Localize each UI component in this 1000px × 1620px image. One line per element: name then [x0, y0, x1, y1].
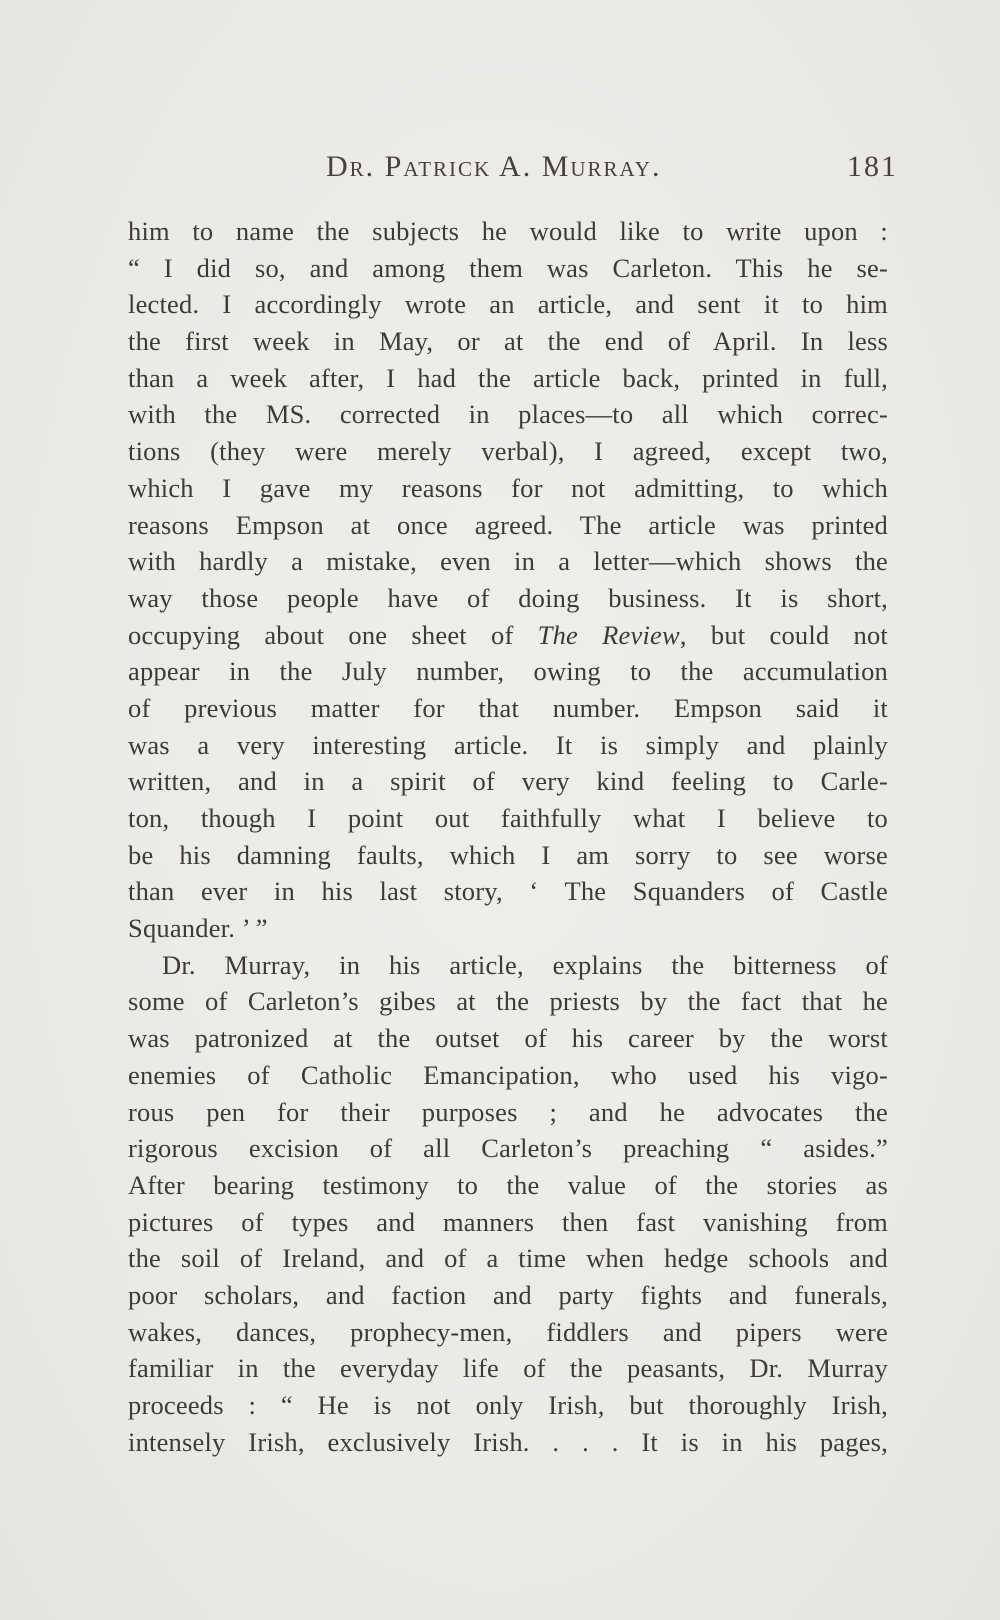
- text-line: After bearing testimony to the value of the stories as: [128, 1169, 888, 1200]
- text-line: was patronized at the outset of his career by the worst: [128, 1023, 888, 1054]
- text-line: ton, though I point out faithfully what I believe to: [128, 803, 888, 833]
- text-line: of previous matter for that number. Empson said it: [128, 692, 888, 723]
- text-line: rigorous excision of all Carleton’s preaching “ asides.”: [128, 1133, 888, 1164]
- text-line: appear in the July number, owing to the accumulation: [128, 656, 888, 687]
- text-line: Squander. ’ ”: [128, 913, 268, 944]
- running-head: [130, 150, 900, 190]
- page-number: 181: [847, 150, 898, 183]
- text-line: rous pen for their purposes ; and he advocates the: [128, 1096, 888, 1127]
- text-line: pictures of types and manners then fast vanishing from: [128, 1206, 888, 1237]
- body-text: [128, 213, 888, 1460]
- text-line: was a very interesting article. It is simply and plainly: [128, 729, 888, 760]
- text-line: be his damning faults, which I am sorry to see worse: [128, 839, 888, 870]
- text-line: than ever in his last story, ‘ The Squanders of Castle: [128, 876, 888, 907]
- text-line: with the MS. corrected in places—to all which correc-: [128, 399, 888, 430]
- text-line: which I gave my reasons for not admitting, to which: [128, 472, 888, 503]
- text-line: intensely Irish, exclusively Irish. . . . It is in his pages,: [128, 1426, 888, 1457]
- text-line: the first week in May, or at the end of April. In less: [128, 326, 888, 357]
- text-line: than a week after, I had the article back, printed in full,: [128, 362, 888, 393]
- text-line: poor scholars, and faction and party fights and funerals,: [128, 1279, 888, 1310]
- text-line: some of Carleton’s gibes at the priests by the fact that he: [128, 986, 888, 1017]
- text-line: the soil of Ireland, and of a time when hedge schools and: [128, 1243, 888, 1274]
- text-segment: occupying about one sheet of: [128, 619, 538, 650]
- text-segment: , but could not: [679, 619, 888, 650]
- text-line: “ I did so, and among them was Carleton. This he se-: [128, 252, 888, 283]
- text-line: wakes, dances, prophecy-men, fiddlers and pipers were: [128, 1316, 888, 1347]
- text-line: him to name the subjects he would like to write upon :: [128, 216, 888, 246]
- text-line: with hardly a mistake, even in a letter—which shows the: [128, 546, 888, 577]
- text-line: [128, 617, 888, 654]
- text-line: Dr. Murray, in his article, explains the bitterness of: [162, 949, 888, 980]
- text-line: familiar in the everyday life of the peasants, Dr. Murray: [128, 1353, 888, 1384]
- text-line: tions (they were merely verbal), I agreed, except two,: [128, 436, 888, 467]
- text-line: written, and in a spirit of very kind feeling to Carle-: [128, 766, 888, 797]
- text-line: enemies of Catholic Emancipation, who used his vigo-: [128, 1059, 888, 1090]
- text-line: reasons Empson at once agreed. The article was printed: [128, 509, 888, 540]
- running-head-title: Dr. Patrick A. Murray.: [326, 150, 662, 183]
- text-line: proceeds : “ He is not only Irish, but thoroughly Irish,: [128, 1390, 888, 1420]
- publication-title: The Review: [537, 619, 680, 650]
- text-line: way those people have of doing business. It is short,: [128, 582, 888, 613]
- text-line: lected. I accordingly wrote an article, and sent it to him: [128, 289, 888, 320]
